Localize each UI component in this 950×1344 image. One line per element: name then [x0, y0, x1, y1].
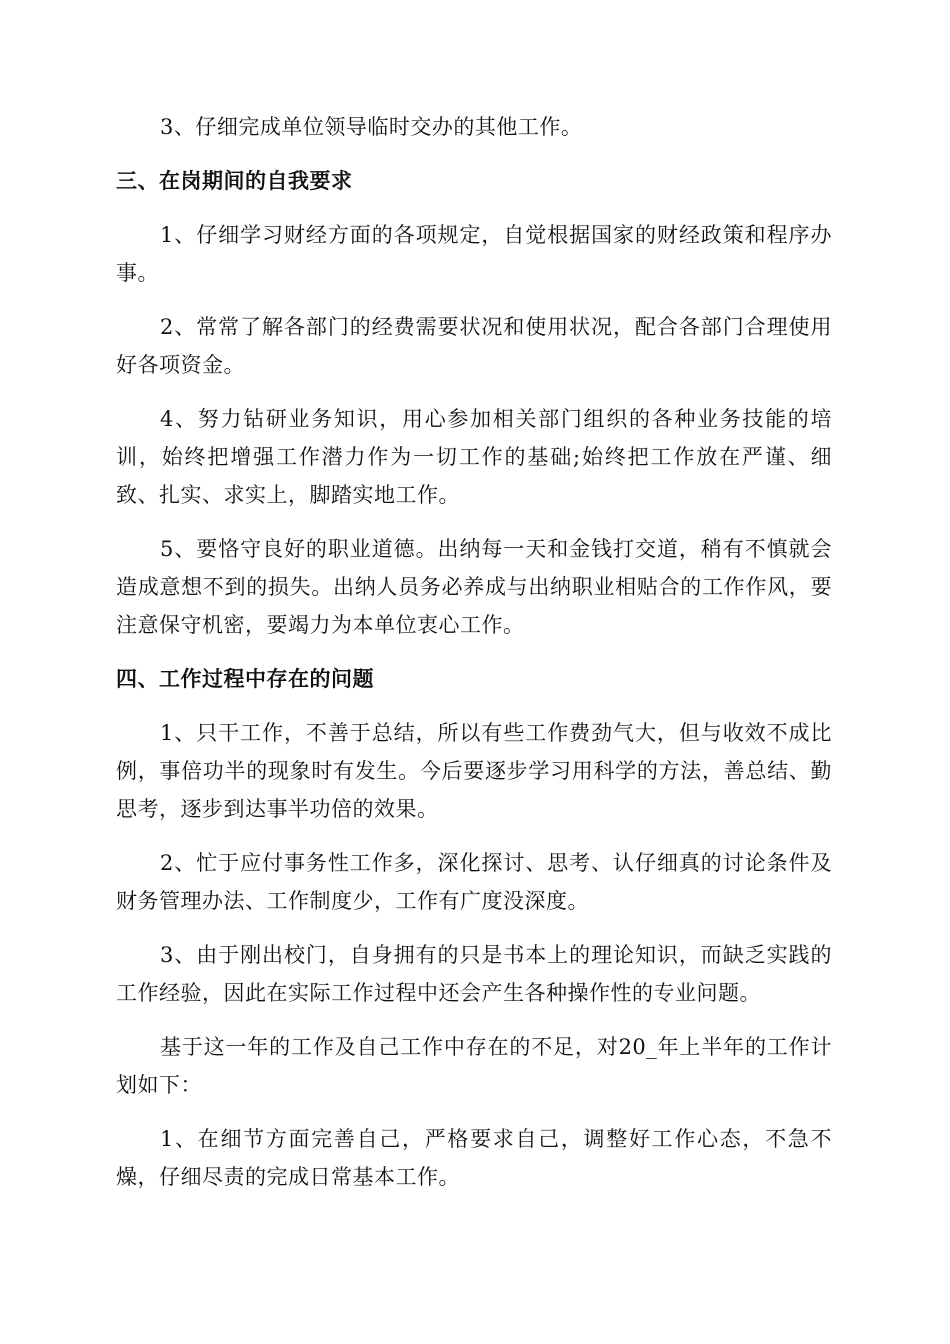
- section-heading-self-requirements: 三、在岗期间的自我要求: [116, 169, 353, 193]
- paragraph-requirement-5: 5、要恪守良好的职业道德。出纳每一天和金钱打交道，稍有不慎就会造成意想不到的损失。出纳人员务必养成与出纳职业相贴合的工作作风，要注意保守机密，要竭力为本单位衷心工作。: [116, 537, 832, 637]
- paragraph-requirement-1: 1、仔细学习财经方面的各项规定，自觉根据国家的财经政策和程序办事。: [116, 223, 832, 285]
- paragraph-plan-1: 1、在细节方面完善自己，严格要求自己，调整好工作心态，不急不燥，仔细尽责的完成日常基本工作。: [116, 1127, 832, 1189]
- paragraph-requirement-2: 2、常常了解各部门的经费需要状况和使用状况，配合各部门合理使用好各项资金。: [116, 315, 832, 377]
- paragraph-problem-2: 2、忙于应付事务性工作多，深化探讨、思考、认仔细真的讨论条件及财务管理办法、工作制度少，工作有广度没深度。: [116, 851, 832, 913]
- paragraph-task-3: 3、仔细完成单位领导临时交办的其他工作。: [160, 115, 583, 139]
- paragraph-plan-intro: 基于这一年的工作及自己工作中存在的不足，对20_年上半年的工作计划如下：: [116, 1035, 832, 1097]
- document-body: [116, 108, 832, 1212]
- section-heading-problems: 四、工作过程中存在的问题: [116, 667, 374, 691]
- paragraph-problem-1: 1、只干工作，不善于总结，所以有些工作费劲气大，但与收效不成比例，事倍功半的现象时有发生。今后要逐步学习用科学的方法，善总结、勤思考，逐步到达事半功倍的效果。: [116, 721, 832, 821]
- paragraph-requirement-4: 4、努力钻研业务知识，用心参加相关部门组织的各种业务技能的培训，始终把增强工作潜力作为一切工作的基础;始终把工作放在严谨、细致、扎实、求实上，脚踏实地工作。: [116, 407, 832, 507]
- paragraph-problem-3: 3、由于刚出校门，自身拥有的只是书本上的理论知识，而缺乏实践的工作经验，因此在实际工作过程中还会产生各种操作性的专业问题。: [116, 943, 832, 1005]
